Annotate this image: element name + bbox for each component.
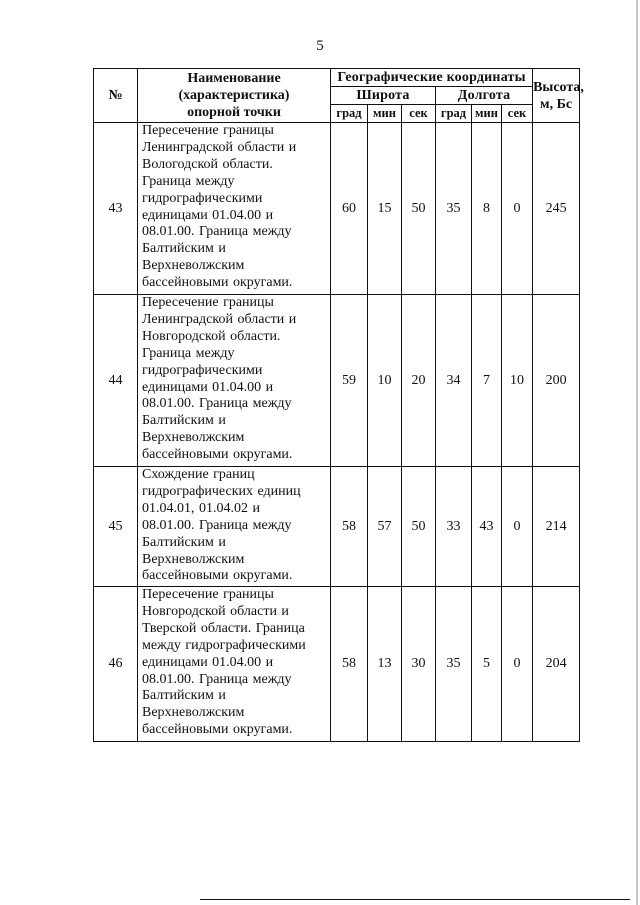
row-name-line: бассейновыми округами.: [142, 722, 293, 738]
row-name-line: Пересечение границы: [142, 587, 274, 602]
header-longitude: Долгота: [436, 87, 533, 105]
row-name-line: Граница между: [142, 173, 235, 189]
row-name-line: Балтийским и: [142, 688, 226, 704]
page-bottom-divider: [200, 899, 630, 900]
lat-min: 13: [368, 587, 402, 742]
row-name-line: Схождение границ: [142, 467, 255, 482]
row-name-line: Верхневолжским: [142, 258, 245, 274]
header-unit-lat-min: мин: [368, 105, 402, 123]
row-name-line: единицами 01.04.00 и: [142, 654, 274, 670]
row-name: [138, 295, 331, 467]
row-name-line: Ленинградской области и: [142, 311, 297, 327]
lat-min: 57: [368, 467, 402, 587]
row-name-line: Верхневолжским: [142, 705, 245, 721]
table-row: [94, 587, 580, 742]
header-unit-lat-deg: град: [331, 105, 368, 123]
header-name: [138, 69, 331, 123]
lon-sec: 0: [502, 587, 533, 742]
row-name-line: гидрографическими: [142, 190, 263, 206]
lat-min: 10: [368, 295, 402, 467]
row-name-line: между гидрографическими: [142, 637, 306, 653]
lon-sec: 0: [502, 467, 533, 587]
lat-deg: 60: [331, 123, 368, 295]
header-name-line: опорной точки: [187, 105, 281, 120]
row-name: [138, 587, 331, 742]
lon-deg: 35: [436, 587, 472, 742]
row-name-line: бассейновыми округами.: [142, 568, 293, 584]
row-name-line: Верхневолжским: [142, 551, 245, 567]
row-name-line: Балтийским и: [142, 413, 226, 429]
lon-min: 5: [472, 587, 502, 742]
reference-points-table-container: [93, 68, 584, 742]
height-value: 200: [533, 295, 580, 467]
row-name-line: единицами 01.04.00 и: [142, 379, 274, 395]
lon-deg: 33: [436, 467, 472, 587]
row-name-line: Балтийским и: [142, 241, 226, 257]
header-unit-lat-sec: сек: [402, 105, 436, 123]
table-row: [94, 467, 580, 587]
row-number: 43: [94, 123, 138, 295]
row-name-line: 08.01.00. Граница между: [142, 396, 292, 412]
row-name-line: Верхневолжским: [142, 430, 245, 446]
lon-deg: 34: [436, 295, 472, 467]
page-number: 5: [316, 38, 324, 54]
lat-deg: 58: [331, 467, 368, 587]
row-name-line: гидрографическими: [142, 362, 263, 378]
table-row: [94, 123, 580, 295]
lat-sec: 50: [402, 467, 436, 587]
row-name-line: Ленинградской области и: [142, 139, 297, 155]
header-latitude: Широта: [331, 87, 436, 105]
lon-sec: 0: [502, 123, 533, 295]
row-name-line: 08.01.00. Граница между: [142, 671, 292, 687]
header-unit-lon-sec: сек: [502, 105, 533, 123]
lon-min: 7: [472, 295, 502, 467]
scan-edge-shadow: [636, 0, 638, 905]
header-height-line: Высота,: [533, 79, 584, 95]
lat-sec: 50: [402, 123, 436, 295]
header-unit-lon-deg: град: [436, 105, 472, 123]
header-number: №: [94, 69, 138, 123]
row-name-line: Балтийским и: [142, 534, 226, 550]
height-value: 214: [533, 467, 580, 587]
row-name-line: 08.01.00. Граница между: [142, 517, 292, 533]
lat-deg: 58: [331, 587, 368, 742]
row-number: 44: [94, 295, 138, 467]
row-name: [138, 123, 331, 295]
lon-min: 8: [472, 123, 502, 295]
row-name-line: Вологодской области.: [142, 156, 273, 172]
row-number: 46: [94, 587, 138, 742]
row-name-line: 08.01.00. Граница между: [142, 224, 292, 240]
lon-deg: 35: [436, 123, 472, 295]
lat-deg: 59: [331, 295, 368, 467]
row-name-line: гидрографических единиц: [142, 483, 301, 499]
row-name-line: Новгородской области и: [142, 603, 289, 619]
lon-min: 43: [472, 467, 502, 587]
height-value: 245: [533, 123, 580, 295]
header-name-line: Наименование: [187, 71, 281, 86]
row-name-line: Новгородской области.: [142, 328, 281, 344]
header-geographic-coordinates: Географические координаты: [331, 69, 533, 87]
lat-sec: 30: [402, 587, 436, 742]
height-value: 204: [533, 587, 580, 742]
row-name-line: Граница между: [142, 345, 235, 361]
header-height-line: м, Бс: [540, 96, 573, 112]
row-number: 45: [94, 467, 138, 587]
row-name-line: 01.04.01, 01.04.02 и: [142, 500, 260, 516]
header-height: [533, 69, 584, 123]
row-name-line: бассейновыми округами.: [142, 447, 293, 463]
row-name: [138, 467, 331, 587]
header-name-line: (характеристика): [178, 88, 290, 103]
table-row: [94, 295, 580, 467]
row-name-line: Пересечение границы: [142, 123, 274, 138]
row-name-line: единицами 01.04.00 и: [142, 207, 274, 223]
lat-min: 15: [368, 123, 402, 295]
row-name-line: Тверской области. Граница: [142, 620, 305, 636]
lon-sec: 10: [502, 295, 533, 467]
header-unit-lon-min: мин: [472, 105, 502, 123]
row-name-line: бассейновыми округами.: [142, 275, 293, 291]
row-name-line: Пересечение границы: [142, 295, 274, 310]
reference-points-table: [93, 68, 584, 742]
lat-sec: 20: [402, 295, 436, 467]
